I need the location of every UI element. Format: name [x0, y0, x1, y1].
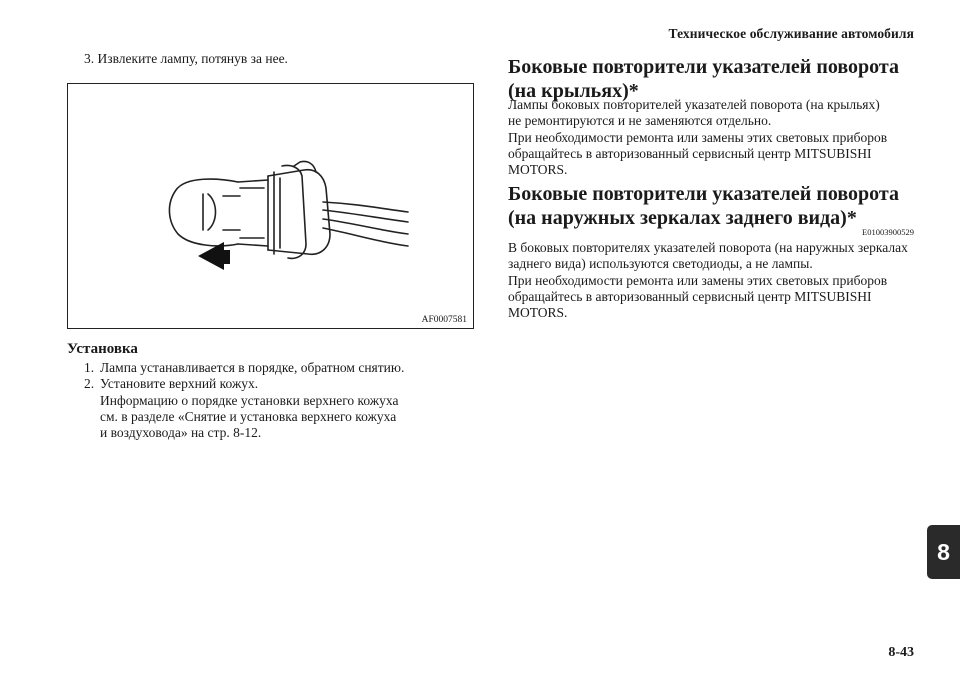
- step-text: Установите верхний кожух.: [100, 376, 259, 392]
- text-line: обращайтесь в авторизованный сервисный центр MITSUBISHI: [508, 145, 872, 161]
- note-line: и воздуховода» на стр. 8-12.: [100, 425, 262, 441]
- bulb-socket-illustration: [68, 84, 475, 330]
- install-steps: [84, 360, 444, 441]
- chapter-tab: 8: [927, 525, 960, 579]
- text-line: Лампы боковых повторителей указателей поворота (на крыльях): [508, 97, 880, 112]
- bulb-removal-figure: [67, 83, 474, 329]
- note-line: Информацию о порядке установки верхнего кожуха: [100, 392, 399, 408]
- text-line: При необходимости ремонта или замены этих световых приборов: [508, 272, 888, 288]
- section-mirror-repeaters-text: [508, 240, 928, 321]
- text-line: обращайтесь в авторизованный сервисный центр MITSUBISHI: [508, 288, 872, 304]
- title-line: Боковые повторители указателей поворота: [508, 183, 899, 205]
- title-line: (на наружных зеркалах заднего вида)*: [508, 207, 857, 229]
- section-fender-repeaters-text: [508, 97, 928, 178]
- text-line: При необходимости ремонта или замены этих световых приборов: [508, 129, 888, 145]
- page-header-title: Техническое обслуживание автомобиля: [668, 26, 914, 41]
- text-line: MOTORS.: [508, 162, 568, 178]
- section-fender-repeaters-title: [508, 55, 899, 103]
- install-step-2: [84, 376, 444, 392]
- step-text: Лампа устанавливается в порядке, обратном снятию.: [100, 360, 405, 375]
- text-line: не ремонтируются и не заменяются отдельно.: [508, 113, 772, 129]
- install-step-1: [84, 360, 444, 376]
- section-mirror-repeaters-title: [508, 182, 899, 230]
- install-heading: Установка: [67, 341, 138, 357]
- note-line: см. в разделе «Снятие и установка верхнего кожуха: [100, 408, 397, 424]
- text-line: заднего вида) используются светодиоды, а не лампы.: [508, 256, 813, 272]
- section-code: E01003900529: [862, 227, 914, 237]
- page-number: 8-43: [888, 645, 914, 660]
- title-line: Боковые повторители указателей поворота: [508, 56, 899, 78]
- text-line: MOTORS.: [508, 305, 568, 321]
- step-number: 2.: [84, 376, 95, 392]
- text-line: В боковых повторителях указателей поворота (на наружных зеркалах: [508, 240, 908, 255]
- step-number: 1.: [84, 360, 95, 375]
- title-line: (на крыльях)*: [508, 80, 639, 102]
- install-step-2-note: [84, 393, 444, 442]
- step-3-text: 3. Извлеките лампу, потянув за нее.: [84, 51, 288, 66]
- figure-code: AF0007581: [421, 315, 467, 325]
